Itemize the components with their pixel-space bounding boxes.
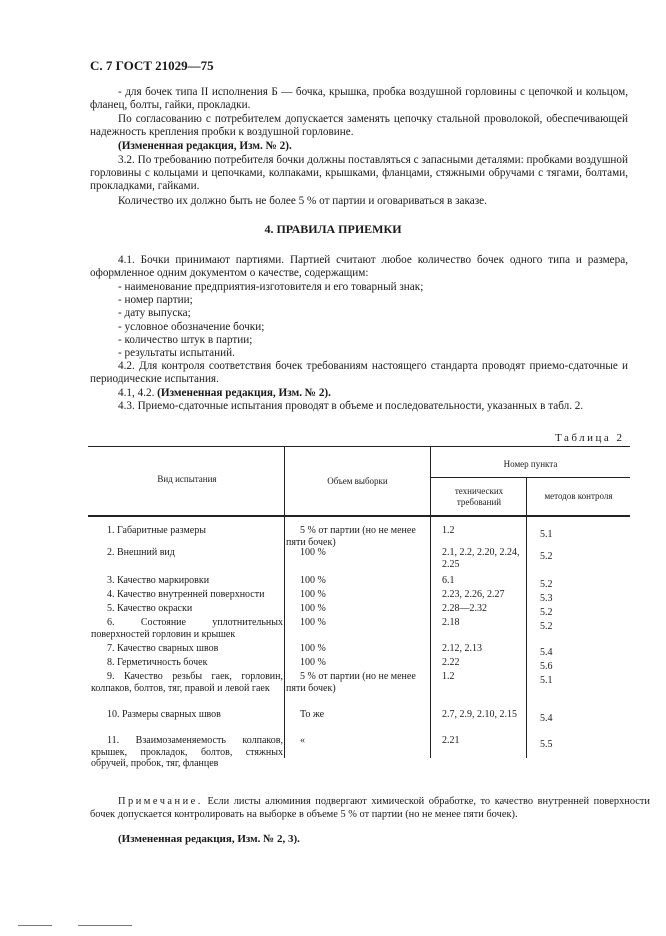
header-clause-number: Номер пункта	[503, 459, 558, 469]
cell-sample: 100 %	[300, 617, 326, 628]
cell-methods: 5.2	[540, 579, 553, 590]
cell-tech: 2.23, 2.26, 2.27	[442, 589, 505, 600]
cell-methods: 5.1	[540, 529, 553, 540]
cell-type: 7. Качество сварных швов	[107, 643, 219, 654]
cell-tech: 2.18	[442, 617, 460, 628]
clause-ref: 4.1, 4.2.	[118, 387, 155, 399]
scan-mark	[18, 925, 52, 926]
cell-sample: «	[300, 735, 305, 746]
cell-methods: 5.3	[540, 593, 553, 604]
paragraph: 4.1. Бочки принимают партиями. Партией считают любое количество бочек одного типа и размера, оформленное одним документом о качестве, содержащим:	[90, 254, 628, 280]
cell-tech: 2.12, 2.13	[442, 643, 482, 654]
cell-type: 4. Качество внутренней поверхности	[107, 589, 265, 600]
scan-mark	[78, 925, 132, 926]
cell-sample: 100 %	[300, 657, 326, 668]
list-item: - дату выпуска;	[118, 307, 191, 320]
header-sample-size: Объем выборки	[327, 476, 388, 486]
table-caption: Таблица 2	[555, 432, 625, 444]
header-bottom-rule	[88, 515, 630, 517]
table-top-rule	[88, 446, 630, 447]
cell-methods: 5.4	[540, 713, 553, 724]
cell-tech: 1.2	[442, 671, 455, 682]
cell-type: 6. Состояние уплотнительных поверхностей горловин и крышек	[91, 617, 283, 640]
cell-tech: 2.21	[442, 735, 460, 746]
amendment-note	[90, 387, 628, 400]
cell-sample: То же	[300, 709, 325, 720]
paragraph: По согласованию с потребителем допускается заменять цепочку стальной проволокой, обеспечивающей надежность крепления пробки к воздушной горловине.	[90, 113, 628, 139]
cell-type: 5. Качество окраски	[107, 603, 193, 614]
paragraph: Количество их должно быть не более 5 % от партии и оговариваться в заказе.	[118, 195, 487, 207]
column-rule	[430, 446, 431, 758]
list-item: - наименование предприятия-изготовителя и его товарный знак;	[118, 281, 424, 293]
header-control-methods: методов контроля	[544, 491, 613, 501]
cell-sample: 5 % от партии (но не менее пяти бочек)	[286, 671, 416, 694]
cell-tech: 2.7, 2.9, 2.10, 2.15	[442, 709, 517, 720]
cell-tech: 1.2	[442, 525, 455, 536]
list-item: - номер партии;	[118, 294, 193, 307]
amendment-text: (Измененная редакция, Изм. № 2).	[157, 387, 331, 399]
cell-sample: 100 %	[300, 575, 326, 586]
cell-type: 3. Качество маркировки	[107, 575, 210, 586]
header-rule	[430, 477, 630, 478]
amendment-note: (Измененная редакция, Изм. № 2).	[118, 140, 292, 152]
cell-methods: 5.2	[540, 551, 553, 562]
list-item: - условное обозначение бочки;	[118, 320, 265, 333]
cell-tech: 2.28—2.32	[442, 603, 487, 614]
list-item: - результаты испытаний.	[118, 347, 235, 360]
cell-type: 10. Размеры сварных швов	[107, 709, 221, 720]
cell-type: 2. Внешний вид	[107, 547, 175, 558]
cell-methods: 5.2	[540, 607, 553, 618]
page-header: С. 7 ГОСТ 21029—75	[90, 58, 214, 73]
section-title: 4. ПРАВИЛА ПРИЕМКИ	[264, 222, 402, 236]
cell-tech: 2.22	[442, 657, 460, 668]
note-text: Если листы алюминия подвергают химической обработке, то качество внутренней поверхности бочек допускается контролировать на выборке в объеме 5 % от партии (но не менее пяти бочек).	[90, 796, 650, 820]
cell-sample: 100 %	[300, 547, 326, 558]
header-test-type: Вид испытания	[157, 474, 217, 484]
cell-type: 8. Герметичность бочек	[107, 657, 208, 668]
table-note	[90, 795, 650, 821]
cell-type: 11. Взаимозаменяемость колпаков, крышек, прокладок, болтов, стяжных обручей, пробок, тяг, фланцев	[91, 735, 283, 769]
cell-sample: 5 % от партии (но не менее пяти бочек)	[286, 525, 416, 548]
header-technical-requirements: технических требований	[454, 486, 504, 507]
cell-methods: 5.5	[540, 739, 553, 750]
amendment-note: (Измененная редакция, Изм. № 2, 3).	[118, 833, 300, 845]
paragraph: - для бочек типа II исполнения Б — бочка, крышка, пробка воздушной горловины с цепочкой и кольцом, фланец, болты, гайки, прокладки.	[90, 86, 628, 112]
cell-type: 9. Качество резьбы гаек, горловин, колпаков, болтов, тяг, правой и левой гаек	[91, 671, 283, 694]
cell-methods: 5.4	[540, 647, 553, 658]
cell-sample: 100 %	[300, 603, 326, 614]
column-rule	[284, 446, 285, 758]
paragraph: 4.3. Приемо-сдаточные испытания проводят в объеме и последовательности, указанных в табл. 2.	[118, 400, 584, 412]
list	[118, 281, 618, 360]
cell-methods: 5.2	[540, 621, 553, 632]
cell-tech: 2.1, 2.2, 2.20, 2.24, 2.25	[442, 547, 520, 570]
cell-type: 1. Габаритные размеры	[107, 525, 206, 536]
paragraph: 4.2. Для контроля соответствия бочек требованиям настоящего стандарта проводят приемо-сдаточные и периодические испытания.	[90, 360, 628, 386]
cell-sample: 100 %	[300, 643, 326, 654]
list-item: - количество штук в партии;	[118, 333, 253, 346]
paragraph: 3.2. По требованию потребителя бочки должны поставляться с запасными деталями: пробками воздушной горловины с кольцами и цепочками, колпаками, крышками, фланцами, стяжными обручами с тягами, болтами, прокладками, гайками.	[90, 154, 628, 193]
cell-sample: 100 %	[300, 589, 326, 600]
cell-methods: 5.1	[540, 675, 553, 686]
column-rule	[526, 477, 527, 758]
note-label: Примечание.	[118, 796, 203, 807]
cell-tech: 6.1	[442, 575, 455, 586]
cell-methods: 5.6	[540, 661, 553, 672]
